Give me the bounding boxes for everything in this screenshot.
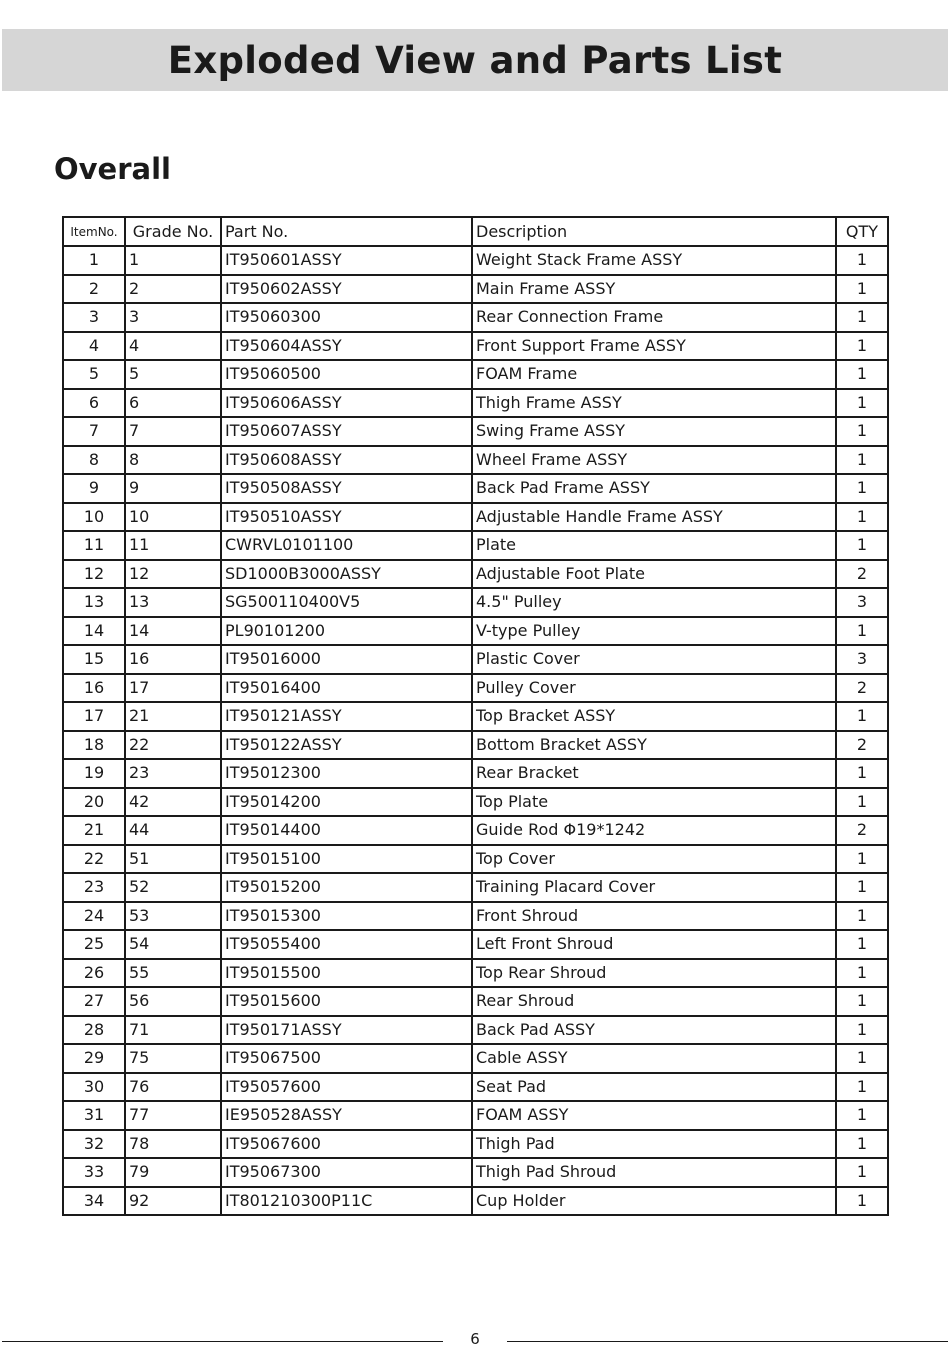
description-cell: Cable ASSY [472, 1044, 836, 1073]
item-no-cell: 7 [63, 417, 125, 446]
grade-no-cell: 10 [125, 503, 221, 532]
grade-no-cell: 6 [125, 389, 221, 418]
qty-cell: 1 [836, 503, 888, 532]
description-cell: Cup Holder [472, 1187, 836, 1216]
part-no-cell: IT95015300 [221, 902, 472, 931]
table-row [63, 987, 888, 1016]
item-no-cell: 19 [63, 759, 125, 788]
grade-no-cell: 75 [125, 1044, 221, 1073]
table-row [63, 275, 888, 304]
part-no-cell: IT950606ASSY [221, 389, 472, 418]
description-cell: Pulley Cover [472, 674, 836, 703]
part-no-cell: IT950608ASSY [221, 446, 472, 475]
part-no-cell: SG500110400V5 [221, 588, 472, 617]
part-no-cell: IT95015200 [221, 873, 472, 902]
item-no-cell: 20 [63, 788, 125, 817]
item-no-cell: 5 [63, 360, 125, 389]
grade-no-cell: 8 [125, 446, 221, 475]
description-cell: FOAM ASSY [472, 1101, 836, 1130]
description-cell: Front Shroud [472, 902, 836, 931]
grade-no-cell: 17 [125, 674, 221, 703]
description-cell: Training Placard Cover [472, 873, 836, 902]
part-no-cell: IT95060300 [221, 303, 472, 332]
table-row [63, 1158, 888, 1187]
table-row [63, 446, 888, 475]
qty-cell: 1 [836, 987, 888, 1016]
table-row [63, 1130, 888, 1159]
grade-no-cell: 76 [125, 1073, 221, 1102]
part-no-cell: IT95015600 [221, 987, 472, 1016]
table-row [63, 816, 888, 845]
table-row [63, 303, 888, 332]
description-cell: Top Bracket ASSY [472, 702, 836, 731]
item-no-cell: 8 [63, 446, 125, 475]
grade-no-cell: 77 [125, 1101, 221, 1130]
qty-cell: 1 [836, 930, 888, 959]
item-no-cell: 32 [63, 1130, 125, 1159]
qty-cell: 1 [836, 702, 888, 731]
table-row [63, 930, 888, 959]
table-row [63, 531, 888, 560]
description-cell: Top Plate [472, 788, 836, 817]
grade-no-cell: 7 [125, 417, 221, 446]
description-cell: Weight Stack Frame ASSY [472, 246, 836, 275]
description-cell: V-type Pulley [472, 617, 836, 646]
table-row [63, 1101, 888, 1130]
description-cell: Rear Shroud [472, 987, 836, 1016]
grade-no-cell: 22 [125, 731, 221, 760]
grade-no-cell: 92 [125, 1187, 221, 1216]
item-no-cell: 13 [63, 588, 125, 617]
qty-cell: 3 [836, 645, 888, 674]
part-no-cell: IT950604ASSY [221, 332, 472, 361]
grade-no-cell: 51 [125, 845, 221, 874]
qty-cell: 1 [836, 1073, 888, 1102]
page-title: Exploded View and Parts List [167, 38, 783, 82]
part-no-cell: IT950508ASSY [221, 474, 472, 503]
table-row [63, 788, 888, 817]
footer-divider-right [507, 1341, 948, 1342]
part-no-cell: IT950121ASSY [221, 702, 472, 731]
description-cell: Thigh Frame ASSY [472, 389, 836, 418]
item-no-cell: 27 [63, 987, 125, 1016]
grade-no-cell: 54 [125, 930, 221, 959]
qty-cell: 1 [836, 332, 888, 361]
item-no-cell: 29 [63, 1044, 125, 1073]
qty-cell: 1 [836, 275, 888, 304]
part-no-cell: IT801210300P11C [221, 1187, 472, 1216]
grade-no-cell: 5 [125, 360, 221, 389]
description-cell: Bottom Bracket ASSY [472, 731, 836, 760]
table-row [63, 845, 888, 874]
qty-cell: 1 [836, 246, 888, 275]
part-no-cell: IT95067300 [221, 1158, 472, 1187]
grade-no-cell: 4 [125, 332, 221, 361]
part-no-cell: SD1000B3000ASSY [221, 560, 472, 589]
item-no-cell: 17 [63, 702, 125, 731]
grade-no-cell: 21 [125, 702, 221, 731]
qty-cell: 1 [836, 873, 888, 902]
part-no-cell: IT950122ASSY [221, 731, 472, 760]
description-cell: Swing Frame ASSY [472, 417, 836, 446]
description-cell: Back Pad ASSY [472, 1016, 836, 1045]
description-cell: Thigh Pad [472, 1130, 836, 1159]
qty-cell: 3 [836, 588, 888, 617]
description-cell: Plate [472, 531, 836, 560]
description-cell: Back Pad Frame ASSY [472, 474, 836, 503]
item-no-cell: 16 [63, 674, 125, 703]
qty-cell: 1 [836, 617, 888, 646]
grade-no-cell: 79 [125, 1158, 221, 1187]
grade-no-cell: 52 [125, 873, 221, 902]
part-no-cell: CWRVL0101100 [221, 531, 472, 560]
table-row [63, 959, 888, 988]
qty-cell: 1 [836, 303, 888, 332]
grade-no-cell: 55 [125, 959, 221, 988]
description-cell: Adjustable Handle Frame ASSY [472, 503, 836, 532]
item-no-cell: 14 [63, 617, 125, 646]
part-no-cell: IT95067500 [221, 1044, 472, 1073]
item-no-cell: 18 [63, 731, 125, 760]
table-row [63, 1073, 888, 1102]
item-no-cell: 4 [63, 332, 125, 361]
table-row [63, 1044, 888, 1073]
item-no-cell: 3 [63, 303, 125, 332]
description-cell: Plastic Cover [472, 645, 836, 674]
part-no-cell: IT95060500 [221, 360, 472, 389]
parts-table [62, 216, 889, 1216]
grade-no-cell: 1 [125, 246, 221, 275]
qty-cell: 1 [836, 1130, 888, 1159]
qty-cell: 2 [836, 560, 888, 589]
qty-cell: 1 [836, 1101, 888, 1130]
qty-cell: 1 [836, 474, 888, 503]
table-row [63, 702, 888, 731]
grade-no-cell: 78 [125, 1130, 221, 1159]
table-row [63, 645, 888, 674]
table-row [63, 1187, 888, 1216]
qty-cell: 1 [836, 759, 888, 788]
table-row [63, 588, 888, 617]
qty-cell: 1 [836, 1158, 888, 1187]
description-cell: 4.5" Pulley [472, 588, 836, 617]
grade-no-cell: 71 [125, 1016, 221, 1045]
part-no-cell: IT950602ASSY [221, 275, 472, 304]
description-cell: Seat Pad [472, 1073, 836, 1102]
item-no-cell: 28 [63, 1016, 125, 1045]
table-header-row [63, 217, 888, 246]
qty-cell: 1 [836, 389, 888, 418]
part-no-cell: IT95016400 [221, 674, 472, 703]
table-row [63, 246, 888, 275]
description-cell: FOAM Frame [472, 360, 836, 389]
part-no-cell: IE950528ASSY [221, 1101, 472, 1130]
qty-cell: 1 [836, 788, 888, 817]
description-cell: Front Support Frame ASSY [472, 332, 836, 361]
part-no-cell: IT95014200 [221, 788, 472, 817]
parts-table-body [63, 246, 888, 1215]
part-no-cell: IT95067600 [221, 1130, 472, 1159]
grade-no-cell: 9 [125, 474, 221, 503]
table-row [63, 332, 888, 361]
description-cell: Guide Rod Φ19*1242 [472, 816, 836, 845]
description-cell: Top Rear Shroud [472, 959, 836, 988]
grade-no-cell: 42 [125, 788, 221, 817]
part-no-cell: IT95016000 [221, 645, 472, 674]
qty-cell: 2 [836, 674, 888, 703]
section-heading: Overall [54, 152, 171, 186]
description-cell: Thigh Pad Shroud [472, 1158, 836, 1187]
grade-no-cell: 12 [125, 560, 221, 589]
grade-no-cell: 53 [125, 902, 221, 931]
grade-no-cell: 3 [125, 303, 221, 332]
item-no-cell: 12 [63, 560, 125, 589]
grade-no-cell: 16 [125, 645, 221, 674]
item-no-cell: 9 [63, 474, 125, 503]
column-header-grade-no: Grade No. [125, 217, 221, 246]
qty-cell: 1 [836, 1044, 888, 1073]
grade-no-cell: 13 [125, 588, 221, 617]
description-cell: Adjustable Foot Plate [472, 560, 836, 589]
item-no-cell: 15 [63, 645, 125, 674]
item-no-cell: 34 [63, 1187, 125, 1216]
table-row [63, 902, 888, 931]
table-row [63, 617, 888, 646]
grade-no-cell: 44 [125, 816, 221, 845]
table-row [63, 389, 888, 418]
qty-cell: 1 [836, 1187, 888, 1216]
description-cell: Top Cover [472, 845, 836, 874]
item-no-cell: 23 [63, 873, 125, 902]
qty-cell: 1 [836, 959, 888, 988]
item-no-cell: 33 [63, 1158, 125, 1187]
table-row [63, 1016, 888, 1045]
part-no-cell: IT950601ASSY [221, 246, 472, 275]
qty-cell: 1 [836, 417, 888, 446]
footer-divider-left [2, 1341, 443, 1342]
column-header-qty: QTY [836, 217, 888, 246]
item-no-cell: 10 [63, 503, 125, 532]
table-row [63, 360, 888, 389]
table-row [63, 474, 888, 503]
part-no-cell: IT950171ASSY [221, 1016, 472, 1045]
description-cell: Main Frame ASSY [472, 275, 836, 304]
part-no-cell: IT95014400 [221, 816, 472, 845]
column-header-item-no: ItemNo. [63, 217, 125, 246]
item-no-cell: 21 [63, 816, 125, 845]
part-no-cell: IT950607ASSY [221, 417, 472, 446]
item-no-cell: 26 [63, 959, 125, 988]
description-cell: Left Front Shroud [472, 930, 836, 959]
description-cell: Wheel Frame ASSY [472, 446, 836, 475]
qty-cell: 1 [836, 902, 888, 931]
part-no-cell: IT95057600 [221, 1073, 472, 1102]
qty-cell: 1 [836, 360, 888, 389]
table-row [63, 674, 888, 703]
qty-cell: 1 [836, 845, 888, 874]
table-row [63, 759, 888, 788]
part-no-cell: IT95055400 [221, 930, 472, 959]
qty-cell: 2 [836, 731, 888, 760]
item-no-cell: 31 [63, 1101, 125, 1130]
item-no-cell: 2 [63, 275, 125, 304]
qty-cell: 2 [836, 816, 888, 845]
table-row [63, 873, 888, 902]
title-banner [2, 29, 948, 91]
grade-no-cell: 14 [125, 617, 221, 646]
item-no-cell: 24 [63, 902, 125, 931]
grade-no-cell: 2 [125, 275, 221, 304]
item-no-cell: 30 [63, 1073, 125, 1102]
page-number: 6 [470, 1330, 480, 1348]
item-no-cell: 6 [63, 389, 125, 418]
item-no-cell: 11 [63, 531, 125, 560]
table-row [63, 417, 888, 446]
table-row [63, 503, 888, 532]
description-cell: Rear Connection Frame [472, 303, 836, 332]
description-cell: Rear Bracket [472, 759, 836, 788]
grade-no-cell: 11 [125, 531, 221, 560]
column-header-description: Description [472, 217, 836, 246]
grade-no-cell: 56 [125, 987, 221, 1016]
part-no-cell: IT95012300 [221, 759, 472, 788]
table-row [63, 560, 888, 589]
table-row [63, 731, 888, 760]
item-no-cell: 22 [63, 845, 125, 874]
item-no-cell: 1 [63, 246, 125, 275]
part-no-cell: PL90101200 [221, 617, 472, 646]
qty-cell: 1 [836, 446, 888, 475]
item-no-cell: 25 [63, 930, 125, 959]
qty-cell: 1 [836, 531, 888, 560]
grade-no-cell: 23 [125, 759, 221, 788]
part-no-cell: IT95015500 [221, 959, 472, 988]
column-header-part-no: Part No. [221, 217, 472, 246]
qty-cell: 1 [836, 1016, 888, 1045]
part-no-cell: IT95015100 [221, 845, 472, 874]
part-no-cell: IT950510ASSY [221, 503, 472, 532]
